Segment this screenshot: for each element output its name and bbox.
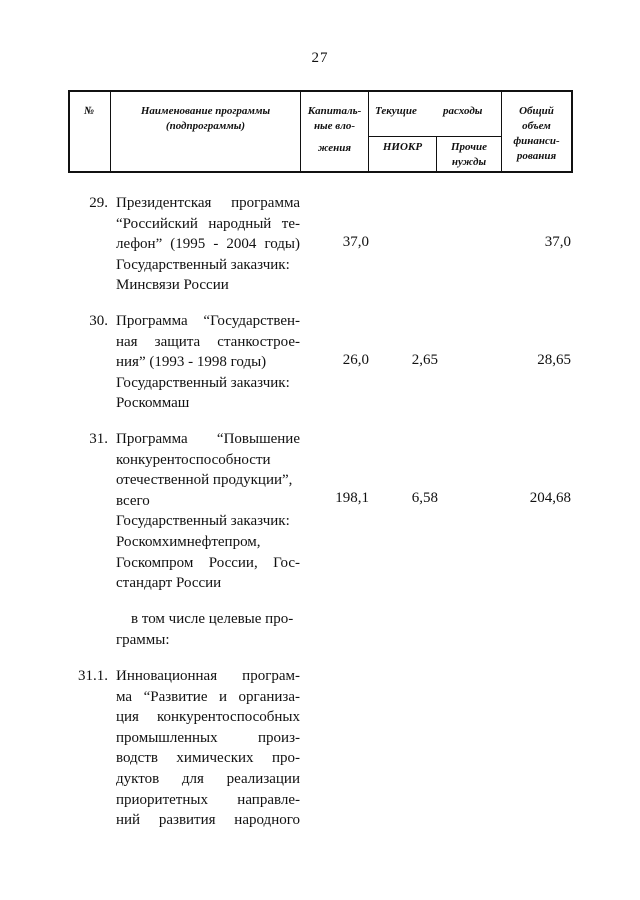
header-current-word-1: Текущие	[375, 105, 417, 117]
row-line: ма “Развитие и организа-	[116, 688, 300, 705]
header-bottom-border	[68, 171, 573, 173]
header-other-line-2: нужды	[451, 156, 487, 168]
row-number: 31.1.	[78, 668, 108, 684]
row-line: “Российский народный те-	[116, 215, 300, 232]
current-subheader-line	[368, 136, 501, 137]
header-total-line-3: финанси-	[513, 135, 560, 147]
header-name	[111, 104, 300, 134]
row-line: Государственный заказчик:	[116, 513, 290, 530]
row-line: приоритетных направле-	[116, 791, 300, 808]
header-name-line-1: Наименование программы	[140, 105, 271, 117]
header-no: №	[83, 105, 95, 117]
row-line: отечественной продукции”,	[116, 472, 293, 489]
total-value: 204,68	[529, 490, 571, 506]
header-total-line-4: рования	[516, 150, 557, 162]
page-number: 27	[311, 50, 329, 66]
row-line: граммы:	[116, 631, 170, 648]
row-title	[116, 666, 300, 831]
niokr-value: 2,65	[411, 352, 438, 368]
row-line: Программа “Повышение	[116, 431, 300, 447]
row-line: Программа “Государствен-	[116, 313, 300, 329]
row-line: ная защита станкострое-	[116, 333, 300, 350]
row-line: стандарт России	[116, 575, 222, 592]
header-capital	[301, 104, 368, 156]
total-value: 37,0	[544, 234, 571, 250]
header-other-line-1: Прочие	[450, 141, 488, 153]
row-line: Государственный заказчик:	[116, 256, 290, 273]
row-line: Роскоммаш	[116, 395, 190, 412]
row-line: лефон” (1995 - 2004 годы)	[116, 236, 300, 253]
row-line: всего	[116, 492, 150, 509]
capital-value: 26,0	[342, 352, 369, 368]
row-title	[116, 193, 300, 296]
header-current-word-2: расходы	[443, 105, 483, 117]
niokr-value: 6,58	[411, 490, 438, 506]
table-header	[68, 90, 573, 172]
row-line: водств химических про-	[116, 750, 300, 767]
header-total-line-1: Общий	[519, 105, 554, 117]
header-capital-line-2: ные вло-	[313, 120, 356, 132]
row-line: конкурентоспособности	[116, 451, 271, 468]
row-line: Минсвязи России	[116, 277, 229, 294]
header-capital-line-3: жения	[317, 142, 352, 154]
row-line: Государственный заказчик:	[116, 374, 290, 391]
row-line: Инновационная програм-	[116, 668, 300, 684]
row-number: 29.	[89, 195, 108, 211]
row-line: Госкомпром России, Гос-	[116, 554, 300, 571]
header-left-border	[68, 90, 70, 172]
header-other	[437, 140, 501, 170]
header-top-border	[68, 90, 573, 92]
header-right-border	[571, 90, 573, 172]
row-title	[116, 429, 300, 594]
header-total-line-2: объем	[522, 120, 551, 132]
row-line: дуктов для реализации	[116, 770, 300, 787]
row-line: ния” (1993 - 1998 годы)	[116, 354, 267, 371]
row-number: 31.	[89, 431, 108, 447]
header-name-line-2: (подпрограммы)	[165, 120, 246, 132]
row-line: ний развития народного	[116, 812, 300, 829]
row-line: Роскомхимнефтепром,	[116, 533, 261, 550]
row-line: ция конкурентоспособных	[116, 709, 300, 726]
header-niokr: НИОКР	[382, 141, 423, 153]
header-capital-line-1: Капиталь-	[307, 105, 362, 117]
row-line: промышленных произ-	[116, 729, 300, 746]
row-number: 30.	[89, 313, 108, 329]
row-line: Президентская программа	[116, 195, 300, 211]
header-total	[502, 104, 571, 164]
total-value: 28,65	[537, 352, 571, 368]
divider-capital-current	[368, 90, 369, 172]
capital-value: 37,0	[342, 234, 369, 250]
row-line: в том числе целевые про-	[131, 611, 294, 627]
row-title	[116, 311, 300, 414]
row-title	[116, 609, 300, 650]
capital-value: 198,1	[335, 490, 369, 506]
